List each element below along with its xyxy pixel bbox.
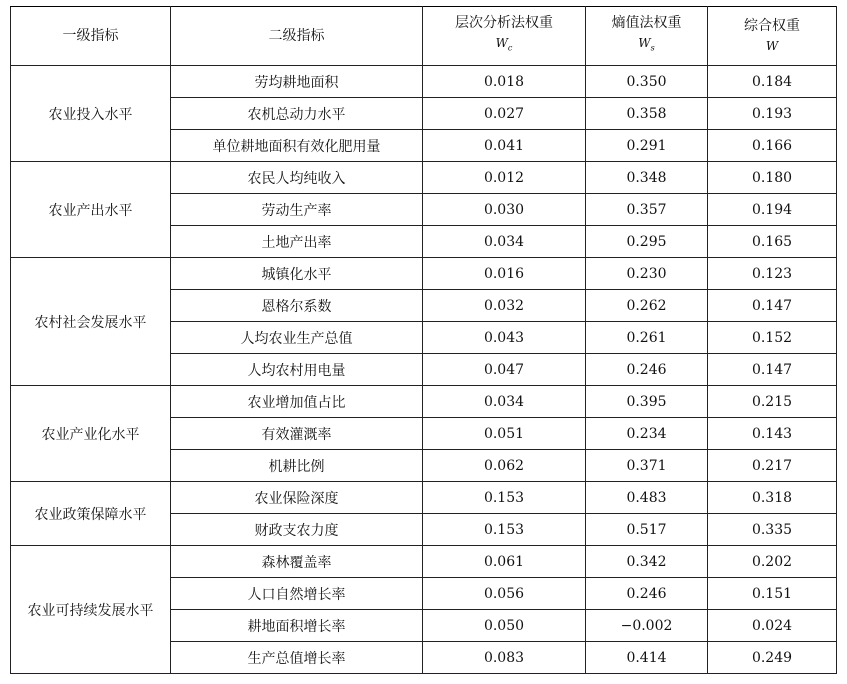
ahp-weight-cell: 0.043 — [423, 322, 586, 354]
entropy-weight-cell: 0.483 — [586, 482, 708, 514]
table-row — [11, 258, 837, 290]
secondary-indicator-cell: 单位耕地面积有效化肥用量 — [171, 130, 423, 162]
entropy-weight-cell: 0.414 — [586, 642, 708, 674]
secondary-indicator-cell: 土地产出率 — [171, 226, 423, 258]
secondary-indicator-cell: 财政支农力度 — [171, 514, 423, 546]
combined-weight-cell: 0.143 — [708, 418, 837, 450]
combined-weight-cell: 0.165 — [708, 226, 837, 258]
ahp-weight-cell: 0.153 — [423, 482, 586, 514]
header-ahp-label: 层次分析法权重 — [455, 15, 553, 32]
table-row — [11, 386, 837, 418]
ahp-weight-cell: 0.027 — [423, 98, 586, 130]
entropy-weight-cell: 0.261 — [586, 322, 708, 354]
ahp-weight-cell: 0.034 — [423, 226, 586, 258]
ahp-weight-cell: 0.016 — [423, 258, 586, 290]
primary-indicator-cell: 农业产业化水平 — [11, 386, 171, 482]
secondary-indicator-cell: 机耕比例 — [171, 450, 423, 482]
table-body — [11, 66, 837, 674]
ahp-weight-cell: 0.061 — [423, 546, 586, 578]
entropy-weight-cell: 0.357 — [586, 194, 708, 226]
ahp-weight-cell: 0.056 — [423, 578, 586, 610]
combined-weight-cell: 0.202 — [708, 546, 837, 578]
combined-weight-cell: 0.152 — [708, 322, 837, 354]
ahp-weight-cell: 0.062 — [423, 450, 586, 482]
entropy-weight-cell: 0.246 — [586, 354, 708, 386]
ahp-weight-cell: 0.018 — [423, 66, 586, 98]
secondary-indicator-cell: 森林覆盖率 — [171, 546, 423, 578]
combined-weight-cell: 0.147 — [708, 354, 837, 386]
table-row — [11, 546, 837, 578]
combined-weight-cell: 0.166 — [708, 130, 837, 162]
entropy-weight-cell: 0.350 — [586, 66, 708, 98]
entropy-weight-cell: 0.371 — [586, 450, 708, 482]
secondary-indicator-cell: 恩格尔系数 — [171, 290, 423, 322]
entropy-weight-cell: 0.291 — [586, 130, 708, 162]
entropy-weight-cell: 0.348 — [586, 162, 708, 194]
primary-indicator-cell: 农村社会发展水平 — [11, 258, 171, 386]
header-combined-weight — [708, 7, 837, 66]
header-entropy-weight — [586, 7, 708, 66]
primary-indicator-cell: 农业可持续发展水平 — [11, 546, 171, 674]
header-primary-indicator: 一级指标 — [11, 7, 171, 66]
combined-weight-cell: 0.335 — [708, 514, 837, 546]
header-combined-symbol: W — [765, 39, 779, 53]
weights-table-container — [10, 6, 836, 674]
secondary-indicator-cell: 人口自然增长率 — [171, 578, 423, 610]
entropy-weight-cell: 0.295 — [586, 226, 708, 258]
combined-weight-cell: 0.249 — [708, 642, 837, 674]
ahp-weight-cell: 0.034 — [423, 386, 586, 418]
ahp-weight-cell: 0.153 — [423, 514, 586, 546]
header-entropy-symbol: $W_s$ — [638, 36, 655, 53]
primary-indicator-cell: 农业投入水平 — [11, 66, 171, 162]
combined-weight-cell: 0.184 — [708, 66, 837, 98]
entropy-weight-cell: 0.358 — [586, 98, 708, 130]
entropy-weight-cell: 0.517 — [586, 514, 708, 546]
table-header — [11, 7, 837, 66]
secondary-indicator-cell: 农业保险深度 — [171, 482, 423, 514]
secondary-indicator-cell: 人均农村用电量 — [171, 354, 423, 386]
entropy-weight-cell: 0.246 — [586, 578, 708, 610]
entropy-weight-cell: 0.262 — [586, 290, 708, 322]
entropy-weight-cell: 0.395 — [586, 386, 708, 418]
header-entropy-label: 熵值法权重 — [611, 15, 682, 32]
combined-weight-cell: 0.194 — [708, 194, 837, 226]
combined-weight-cell: 0.217 — [708, 450, 837, 482]
header-row — [11, 7, 837, 66]
combined-weight-cell: 0.318 — [708, 482, 837, 514]
table-row — [11, 66, 837, 98]
secondary-indicator-cell: 生产总值增长率 — [171, 642, 423, 674]
ahp-weight-cell: 0.051 — [423, 418, 586, 450]
combined-weight-cell: 0.147 — [708, 290, 837, 322]
ahp-weight-cell: 0.041 — [423, 130, 586, 162]
secondary-indicator-cell: 劳动生产率 — [171, 194, 423, 226]
secondary-indicator-cell: 农业增加值占比 — [171, 386, 423, 418]
header-combined-label: 综合权重 — [744, 18, 800, 34]
ahp-weight-cell: 0.050 — [423, 610, 586, 642]
primary-indicator-cell: 农业政策保障水平 — [11, 482, 171, 546]
header-ahp-weight — [423, 7, 586, 66]
combined-weight-cell: 0.193 — [708, 98, 837, 130]
header-ahp-symbol: $W_c$ — [495, 36, 513, 53]
combined-weight-cell: 0.151 — [708, 578, 837, 610]
secondary-indicator-cell: 劳均耕地面积 — [171, 66, 423, 98]
entropy-weight-cell: 0.234 — [586, 418, 708, 450]
secondary-indicator-cell: 有效灌溉率 — [171, 418, 423, 450]
ahp-weight-cell: 0.012 — [423, 162, 586, 194]
secondary-indicator-cell: 人均农业生产总值 — [171, 322, 423, 354]
header-secondary-indicator: 二级指标 — [171, 7, 423, 66]
secondary-indicator-cell: 城镇化水平 — [171, 258, 423, 290]
combined-weight-cell: 0.215 — [708, 386, 837, 418]
entropy-weight-cell: 0.342 — [586, 546, 708, 578]
table-row — [11, 162, 837, 194]
combined-weight-cell: 0.180 — [708, 162, 837, 194]
ahp-weight-cell: 0.032 — [423, 290, 586, 322]
entropy-weight-cell: −0.002 — [586, 610, 708, 642]
table-row — [11, 482, 837, 514]
secondary-indicator-cell: 农民人均纯收入 — [171, 162, 423, 194]
combined-weight-cell: 0.123 — [708, 258, 837, 290]
secondary-indicator-cell: 农机总动力水平 — [171, 98, 423, 130]
combined-weight-cell: 0.024 — [708, 610, 837, 642]
primary-indicator-cell: 农业产出水平 — [11, 162, 171, 258]
indicator-weights-table — [10, 6, 837, 674]
ahp-weight-cell: 0.047 — [423, 354, 586, 386]
secondary-indicator-cell: 耕地面积增长率 — [171, 610, 423, 642]
ahp-weight-cell: 0.030 — [423, 194, 586, 226]
ahp-weight-cell: 0.083 — [423, 642, 586, 674]
entropy-weight-cell: 0.230 — [586, 258, 708, 290]
